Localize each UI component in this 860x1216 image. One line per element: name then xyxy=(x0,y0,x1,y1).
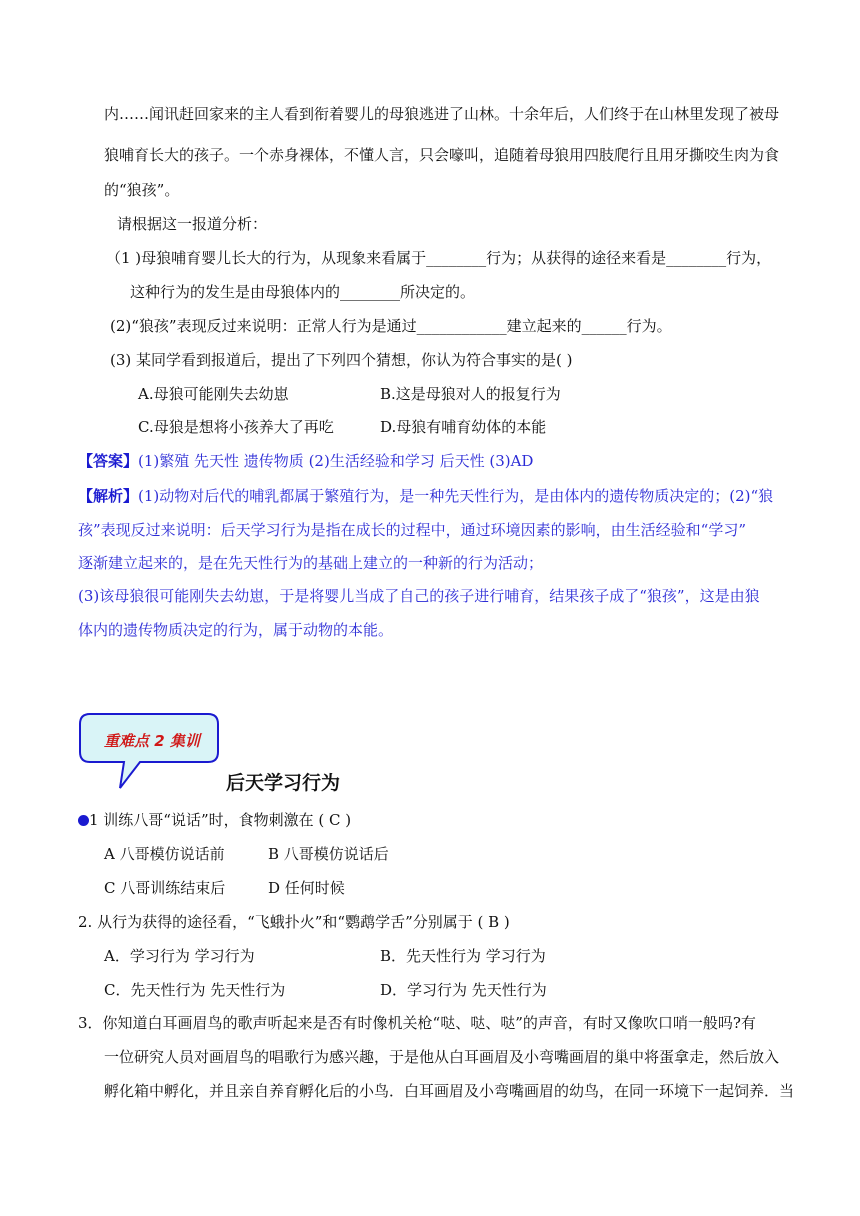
exercise-1-option-c: C 八哥训练结束后 xyxy=(104,879,226,897)
exercise-2-option-c: C．先天性行为 先天性行为 xyxy=(104,981,286,999)
analysis-line: 孩”表现反过来说明：后天学习行为是指在成长的过程中，通过环境因素的影响，由生活经验和“学习” xyxy=(78,521,747,539)
section-badge xyxy=(78,712,220,792)
bullet-dot-icon xyxy=(78,815,89,826)
option-d: D.母狼有哺育幼体的本能 xyxy=(380,418,547,436)
analysis-line: 体内的遗传物质决定的行为，属于动物的本能。 xyxy=(78,621,394,639)
passage-line: 的“狼孩”。 xyxy=(104,181,180,199)
analysis-label: 【解析】 xyxy=(78,487,139,505)
exercise-2-option-a: A．学习行为 学习行为 xyxy=(104,947,255,965)
option-b: B.这是母狼对人的报复行为 xyxy=(380,385,561,403)
passage-line: 狼哺育长大的孩子。一个赤身裸体，不懂人言，只会嚎叫，追随着母狼用四肢爬行且用牙撕咬生肉为食 xyxy=(104,146,780,164)
analysis-line: 逐渐建立起来的，是在先天性行为的基础上建立的一种新的行为活动； xyxy=(78,554,544,572)
analysis-line: (1)动物对后代的哺乳都属于繁殖行为，是一种先天性行为，是由体内的遗传物质决定的；(2)“狼 xyxy=(138,487,774,505)
passage-line: 内……闻讯赶回家来的主人看到衔着婴儿的母狼逃进了山林。十余年后，人们终于在山林里发现了被母 xyxy=(104,105,780,123)
answer-block xyxy=(78,451,533,471)
exercise-2-option-d: D．学习行为 先天性行为 xyxy=(380,981,547,999)
option-c: C.母狼是想将小孩养大了再吃 xyxy=(138,418,334,436)
exercise-1 xyxy=(78,810,351,830)
section-title: 后天学习行为 xyxy=(226,772,341,794)
question-1-cont: 这种行为的发生是由母狼体内的________所决定的。 xyxy=(130,283,476,301)
question-1: （1 )母狼哺育婴儿长大的行为，从现象来看属于________行为；从获得的途径来看是________行为， xyxy=(106,249,772,267)
answer-label: 【答案】 xyxy=(78,452,139,470)
exercise-1-text: 1 训练八哥“说话”时，食物刺激在 ( C ) xyxy=(89,811,352,829)
speech-bubble-icon xyxy=(78,712,220,792)
exercise-3-line: 孵化箱中孵化，并且亲自养育孵化后的小鸟．白耳画眉及小弯嘴画眉的幼鸟，在同一环境下一起饲养．当 xyxy=(104,1082,795,1100)
answer-text: (1)繁殖 先天性 遗传物质 (2)生活经验和学习 后天性 (3)AD xyxy=(138,452,534,470)
section-badge-label: 重难点 2 集训 xyxy=(104,732,200,750)
analysis-block xyxy=(78,486,773,506)
exercise-3-line: 一位研究人员对画眉鸟的唱歌行为感兴趣，于是他从白耳画眉及小弯嘴画眉的巢中将蛋拿走，然后放入 xyxy=(104,1048,780,1066)
prompt-text: 请根据这一报道分析： xyxy=(117,215,268,233)
exercise-1-option-d: D 任何时候 xyxy=(268,879,345,897)
question-2: (2)“狼孩”表现反过来说明：正常人行为是通过____________建立起来的______行为。 xyxy=(110,317,672,335)
question-3: (3) 某同学看到报道后，提出了下列四个猜想，你认为符合事实的是( ) xyxy=(110,351,573,369)
option-a: A.母狼可能刚失去幼崽 xyxy=(138,385,289,403)
exercise-3: 3．你知道白耳画眉鸟的歌声听起来是否有时像机关枪“哒、哒、哒”的声音，有时又像吹口哨一般吗?有 xyxy=(78,1014,756,1032)
exercise-1-option-b: B 八哥模仿说话后 xyxy=(268,845,389,863)
exercise-1-option-a: A 八哥模仿说话前 xyxy=(104,845,225,863)
exercise-2-option-b: B．先天性行为 学习行为 xyxy=(380,947,546,965)
analysis-line: (3)该母狼很可能刚失去幼崽，于是将婴儿当成了自己的孩子进行哺育，结果孩子成了“狼孩”，这是由狼 xyxy=(78,587,760,605)
exercise-2: 2. 从行为获得的途径看，“飞蛾扑火”和“鹦鹉学舌”分别属于 ( B ) xyxy=(78,913,510,931)
